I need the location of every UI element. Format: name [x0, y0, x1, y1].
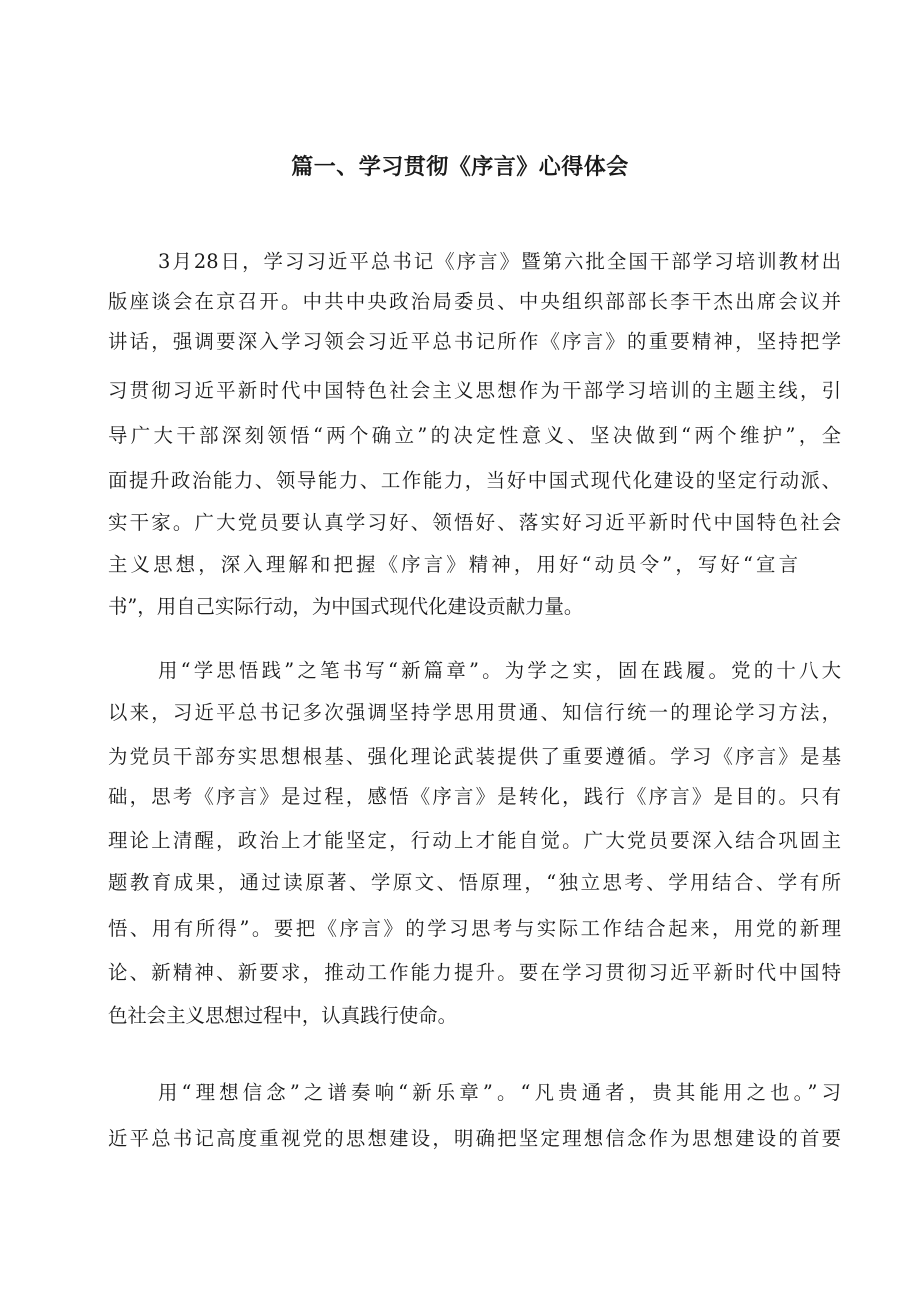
paragraph-line: 理论上清醒，政治上才能坚定，行动上才能自觉。广大党员要深入结合巩固主 — [108, 829, 841, 852]
paragraph-line: 论、新精神、新要求，推动工作能力提升。要在学习贯彻习近平新时代中国特 — [108, 961, 841, 984]
paragraph-line: 习贯彻习近平新时代中国特色社会主义思想作为干部学习培训的主题主线，引 — [108, 379, 841, 402]
paragraph-line: 导广大干部深刻领悟“两个确立”的决定性意义、坚决做到“两个维护”，全 — [108, 424, 841, 447]
paragraph-line: 以来，习近平总书记多次强调坚持学思用贯通、知信行统一的理论学习方法， — [108, 701, 841, 724]
paragraph-line: 讲话，强调要深入学习领会习近平总书记所作《序言》的重要精神，坚持把学 — [108, 330, 841, 353]
paragraph-line: 3月28日，学习习近平总书记《序言》暨第六批全国干部学习培训教材出 — [158, 250, 841, 273]
paragraph-line: 为党员干部夯实思想根基、强化理论武装提供了重要遵循。学习《序言》是基 — [108, 745, 841, 768]
paragraph-line: 主义思想，深入理解和把握《序言》精神，用好“动员令”，写好“宣言 — [108, 553, 798, 576]
paragraph-line: 近平总书记高度重视党的思想建设，明确把坚定理想信念作为思想建设的首要 — [108, 1127, 841, 1150]
paragraph-line: 版座谈会在京召开。中共中央政治局委员、中央组织部部长李干杰出席会议并 — [108, 290, 841, 313]
paragraph-line: 悟、用有所得”。要把《序言》的学习思考与实际工作结合起来，用党的新理 — [108, 917, 841, 940]
paragraph-line: 题教育成果，通过读原著、学原文、悟原理，“独立思考、学用结合、学有所 — [108, 871, 841, 894]
paragraph-line: 书”，用自己实际行动，为中国式现代化建设贡献力量。 — [108, 595, 584, 618]
paragraph-line: 用“理想信念”之谱奏响“新乐章”。“凡贵通者，贵其能用之也。”习 — [158, 1081, 841, 1104]
document-title: 篇一、学习贯彻《序言》心得体会 — [291, 155, 629, 180]
paragraph-line: 面提升政治能力、领导能力、工作能力，当好中国式现代化建设的坚定行动派、 — [108, 469, 841, 492]
paragraph-line: 础，思考《序言》是过程，感悟《序言》是转化，践行《序言》是目的。只有 — [108, 785, 841, 808]
paragraph-line: 实干家。广大党员要认真学习好、领悟好、落实好习近平新时代中国特色社会 — [108, 511, 841, 534]
paragraph-line: 色社会主义思想过程中，认真践行使命。 — [108, 1004, 458, 1027]
paragraph-line: 用“学思悟践”之笔书写“新篇章”。为学之实，固在践履。党的十八大 — [158, 659, 841, 682]
